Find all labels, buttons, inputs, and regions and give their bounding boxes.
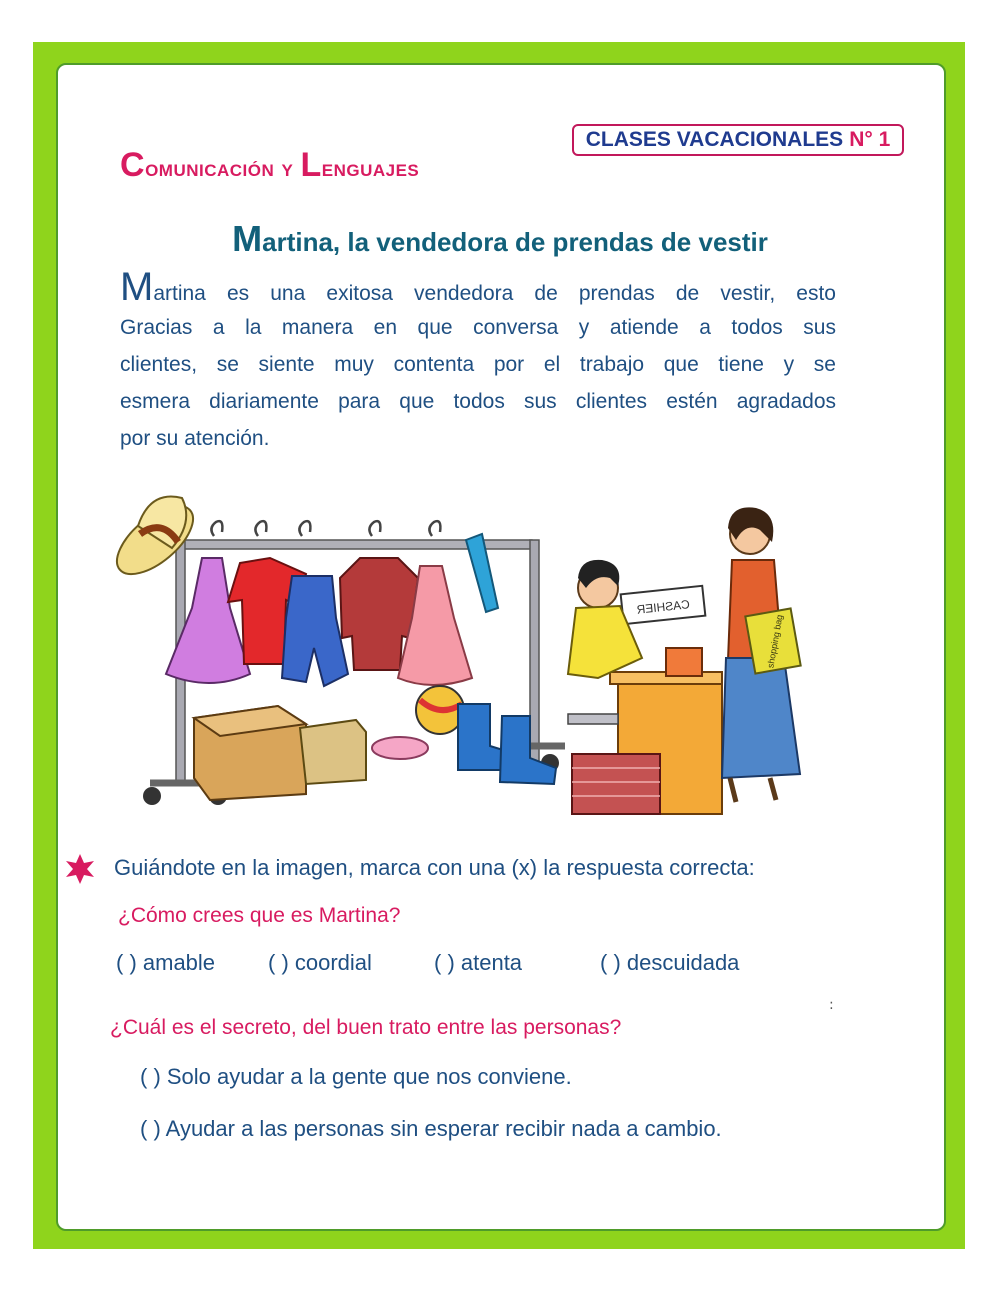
q1-option-atenta[interactable]: ( ) atenta: [434, 950, 523, 975]
story-line-4: esmera diariamente para que todos sus clientes estén agradados: [120, 390, 836, 413]
subject-heading: [120, 146, 419, 185]
question-1: ¿Cómo crees que es Martina?: [118, 904, 401, 927]
q1-option-descuidada[interactable]: ( ) descuidada: [600, 950, 740, 975]
store-illustration: [110, 478, 840, 824]
star-bullet-icon: [64, 853, 96, 885]
story-title: [0, 218, 1000, 260]
badge-number: N° 1: [849, 128, 891, 151]
story-line-5: por su atención.: [120, 427, 270, 450]
q2-option-1[interactable]: ( ) Solo ayudar a la gente que nos conviene.: [140, 1064, 572, 1089]
story-line-1: [120, 265, 836, 309]
badge-label: CLASES VACACIONALES: [585, 128, 844, 151]
q1-option-coordial[interactable]: ( ) coordial: [268, 950, 372, 975]
hangers: [211, 521, 440, 536]
pink-shoes: [372, 737, 428, 759]
story-paragraph: [120, 265, 836, 457]
q2-option-2[interactable]: ( ) Ayudar a las personas sin esperar recibir nada a cambio.: [140, 1116, 722, 1141]
title-initial: M: [232, 218, 263, 259]
cashier-sign-text: CASHIER: [635, 597, 691, 617]
bag-label-text: shopping bag: [765, 613, 785, 669]
title-text: artina, la vendedora de prendas de vestir: [262, 227, 768, 257]
q1-option-amable[interactable]: ( ) amable: [116, 950, 216, 975]
story-line-1-text: artina es una exitosa vendedora de prendas de vestir, esto: [153, 282, 836, 305]
class-badge: [572, 124, 904, 156]
blue-overalls: [282, 576, 348, 686]
subject-part-1: omunicación y: [145, 155, 301, 182]
instruction-text: Guiándote en la imagen, marca con una (x) la respuesta correcta:: [114, 855, 755, 880]
question-2: ¿Cuál es el secreto, del buen trato entre las personas?: [110, 1016, 622, 1039]
stray-mark: :: [829, 997, 834, 1013]
subject-initial-l: L: [300, 146, 322, 184]
subject-part-2: enguajes: [321, 155, 420, 182]
subject-initial-c: C: [120, 146, 146, 184]
story-dropcap: M: [120, 265, 154, 309]
story-line-2: Gracias a la manera en que conversa y atiende a todos sus: [120, 316, 836, 339]
shoe-boxes: [194, 706, 366, 800]
story-line-3: clientes, se siente muy contenta por el trabajo que tiene y se: [120, 353, 836, 376]
cashier-scene: [568, 507, 801, 814]
